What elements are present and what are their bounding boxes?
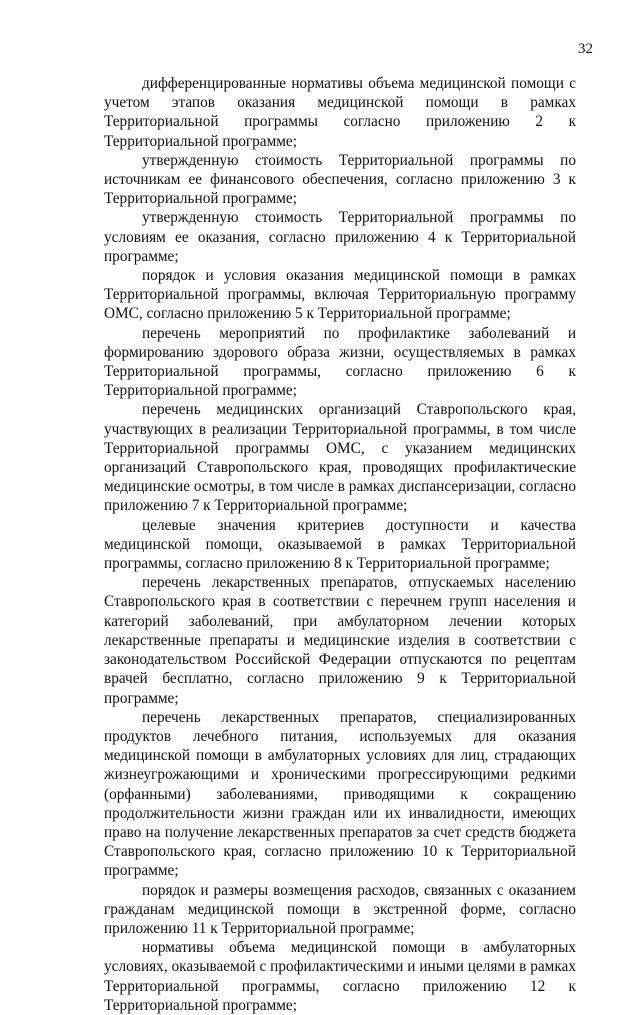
document-body: [104, 74, 576, 1015]
page-number: 32: [578, 41, 593, 57]
paragraph-2: утвержденную стоимость Территориальной программы по источникам ее финансового обеспечения, согласно приложению 3 к Территориальной программе;: [104, 151, 576, 208]
paragraph-10: порядок и размеры возмещения расходов, связанных с оказанием гражданам медицинской помощи в экстренной форме, согласно приложению 11 к Территориальной программе;: [104, 881, 576, 937]
paragraph-3: утвержденную стоимость Территориальной программы по условиям ее оказания, согласно приложению 4 к Территориальной программе;: [104, 209, 576, 265]
paragraph-9: перечень лекарственных препаратов, специализированных продуктов лечебного питания, используемых для оказания медицинской помощи в амбулаторных условиях для лиц, страдающих жизнеугрожающими и хроническими прогрессирующими редкими (орфанными) заболеваниями, приводящими к сокращению продолжительности жизни граждан или их инвалидности, имеющих право на получение лекарственных препаратов за счет средств бюджета Ставропольского края, согласно приложению 10 к Территориальной программе;: [104, 708, 576, 880]
paragraph-7: целевые значения критериев доступности и качества медицинской помощи, оказываемой в рамках Территориальной программы, согласно приложению 8 к Территориальной программе;: [104, 516, 576, 573]
paragraph-5: перечень мероприятий по профилактике заболеваний и формированию здорового образа жизни, осуществляемых в рамках Территориальной программы, согласно приложению 6 к Территориальной программе;: [104, 324, 576, 400]
paragraph-6: перечень медицинских организаций Ставропольского края, участвующих в реализации Территориальной программы, в том числе Территориальной программы ОМС, с указанием медицинских организаций Ставропольского края, проводящих профилактические медицинские осмотры, в том числе в рамках диспансеризации, согласно приложению 7 к Территориальной программе;: [104, 401, 576, 515]
paragraph-4: порядок и условия оказания медицинской помощи в рамках Территориальной программы, включая Территориальную программу ОМС, согласно приложению 5 к Территориальной программе;: [104, 267, 576, 323]
paragraph-11: нормативы объема медицинской помощи в амбулаторных условиях, оказываемой с профилактическими и иными целями в рамках Территориальной программы, согласно приложению 12 к Территориальной программе;: [104, 939, 576, 1014]
paragraph-1: дифференцированные нормативы объема медицинской помощи с учетом этапов оказания медицинской помощи в рамках Территориальной программы согласно приложению 2 к Территориальной программе;: [104, 75, 576, 150]
paragraph-8: перечень лекарственных препаратов, отпускаемых населению Ставропольского края в соответствии с перечнем групп населения и категорий заболеваний, при амбулаторном лечении которых лекарственные препараты и медицинские изделия в соответствии с законодательством Российской Федерации отпускаются по рецептам врачей бесплатно, согласно приложению 9 к Территориальной программе;: [104, 574, 576, 707]
